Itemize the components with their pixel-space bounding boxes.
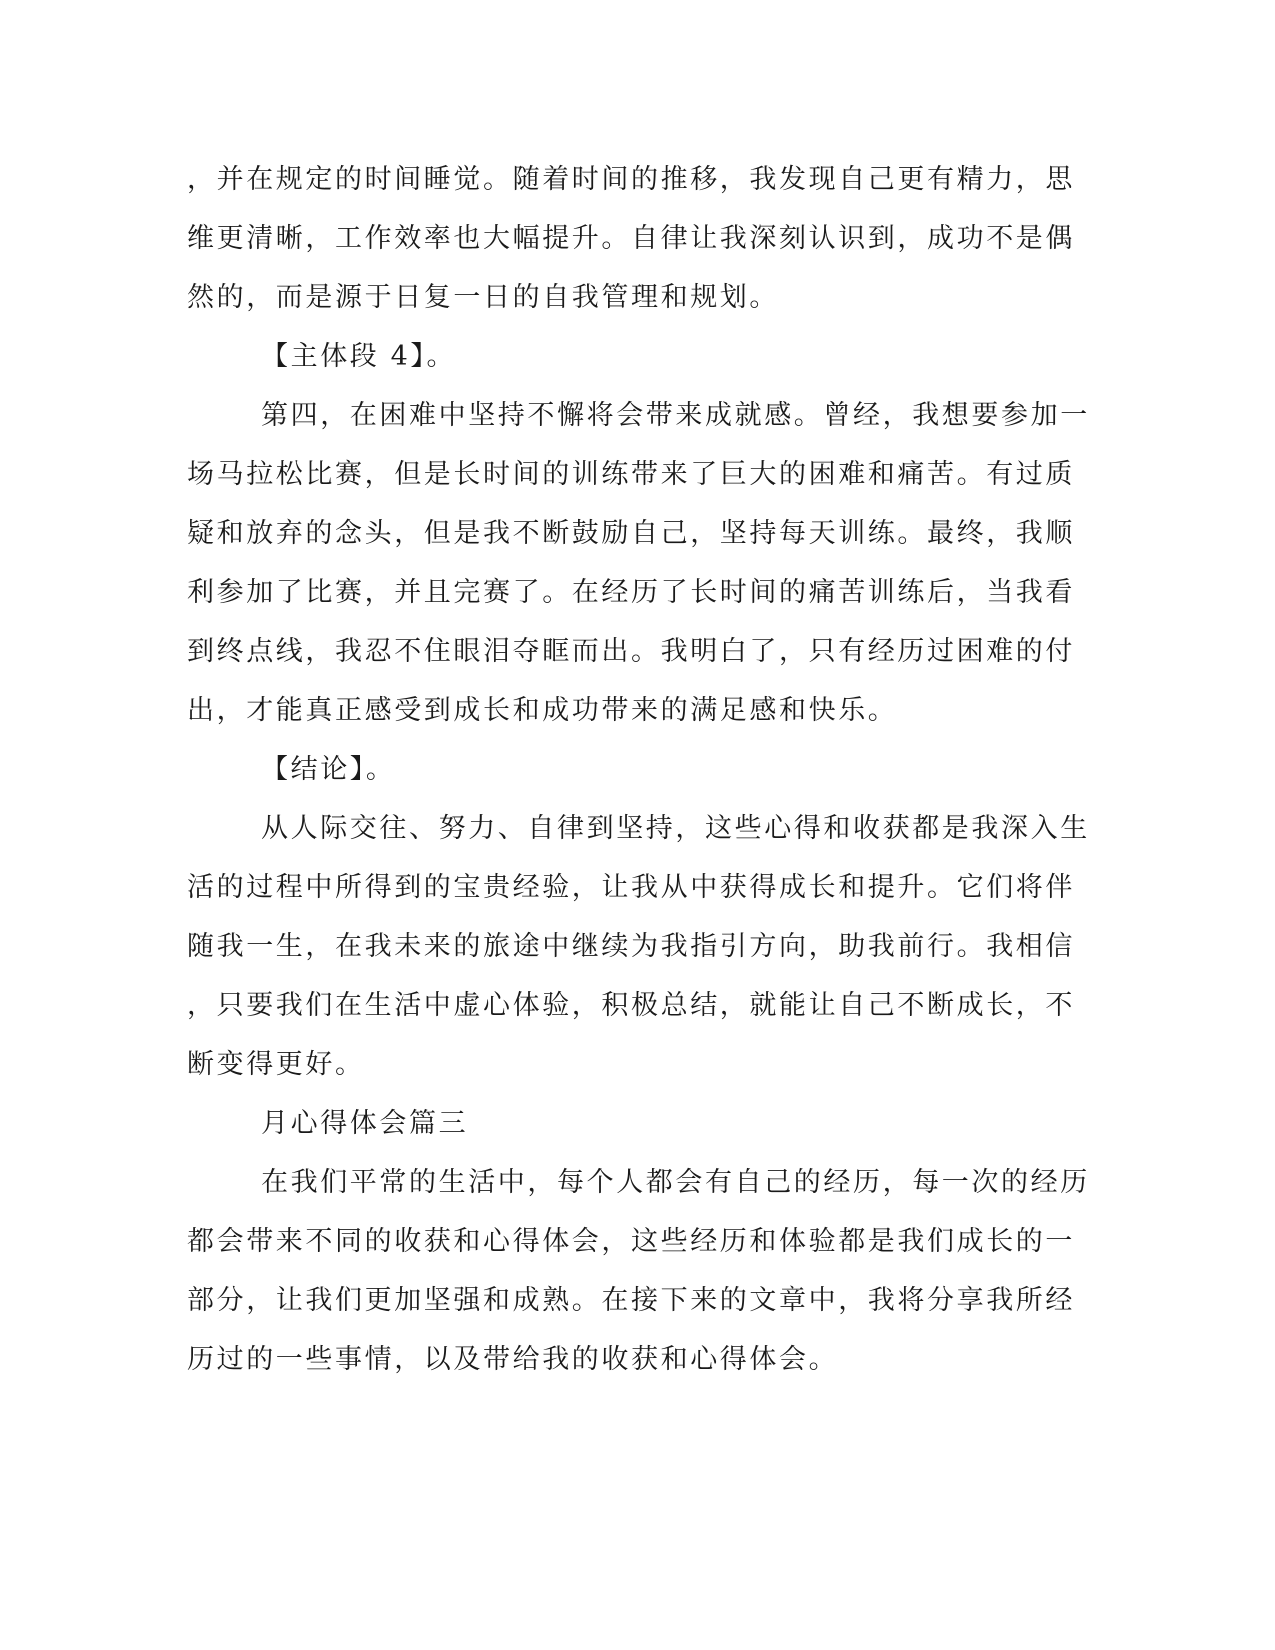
text-line: 在我们平常的生活中，每个人都会有自己的经历，每一次的经历 xyxy=(261,1167,1090,1198)
text-line: 场马拉松比赛，但是长时间的训练带来了巨大的困难和痛苦。有过质 xyxy=(187,459,1075,490)
text-line: 疑和放弃的念头，但是我不断鼓励自己，坚持每天训练。最终，我顺 xyxy=(187,518,1075,549)
text-line: 然的，而是源于日复一日的自我管理和规划。 xyxy=(187,282,779,313)
text-line: 到终点线，我忍不住眼泪夺眶而出。我明白了，只有经历过困难的付 xyxy=(187,636,1075,667)
text-line: ，只要我们在生活中虚心体验，积极总结，就能让自己不断成长，不 xyxy=(187,990,1075,1021)
text-line: ，并在规定的时间睡觉。随着时间的推移，我发现自己更有精力，思 xyxy=(187,164,1075,195)
section-heading: 【主体段 4】。 xyxy=(261,341,457,372)
text-line: 第四，在困难中坚持不懈将会带来成就感。曾经，我想要参加一 xyxy=(261,400,1090,431)
section-title: 月心得体会篇三 xyxy=(261,1108,469,1139)
text-line: 从人际交往、努力、自律到坚持，这些心得和收获都是我深入生 xyxy=(261,813,1090,844)
text-line: 历过的一些事情，以及带给我的收获和心得体会。 xyxy=(187,1344,839,1375)
text-line: 利参加了比赛，并且完赛了。在经历了长时间的痛苦训练后，当我看 xyxy=(187,577,1075,608)
text-line: 部分，让我们更加坚强和成熟。在接下来的文章中，我将分享我所经 xyxy=(187,1285,1075,1316)
text-line: 随我一生，在我未来的旅途中继续为我指引方向，助我前行。我相信 xyxy=(187,931,1075,962)
text-line: 维更清晰，工作效率也大幅提升。自律让我深刻认识到，成功不是偶 xyxy=(187,223,1075,254)
text-line: 活的过程中所得到的宝贵经验，让我从中获得成长和提升。它们将伴 xyxy=(187,872,1075,903)
text-line: 都会带来不同的收获和心得体会，这些经历和体验都是我们成长的一 xyxy=(187,1226,1075,1257)
text-line: 出，才能真正感受到成长和成功带来的满足感和快乐。 xyxy=(187,695,898,726)
text-line: 断变得更好。 xyxy=(187,1049,365,1080)
section-heading: 【结论】。 xyxy=(261,754,396,785)
